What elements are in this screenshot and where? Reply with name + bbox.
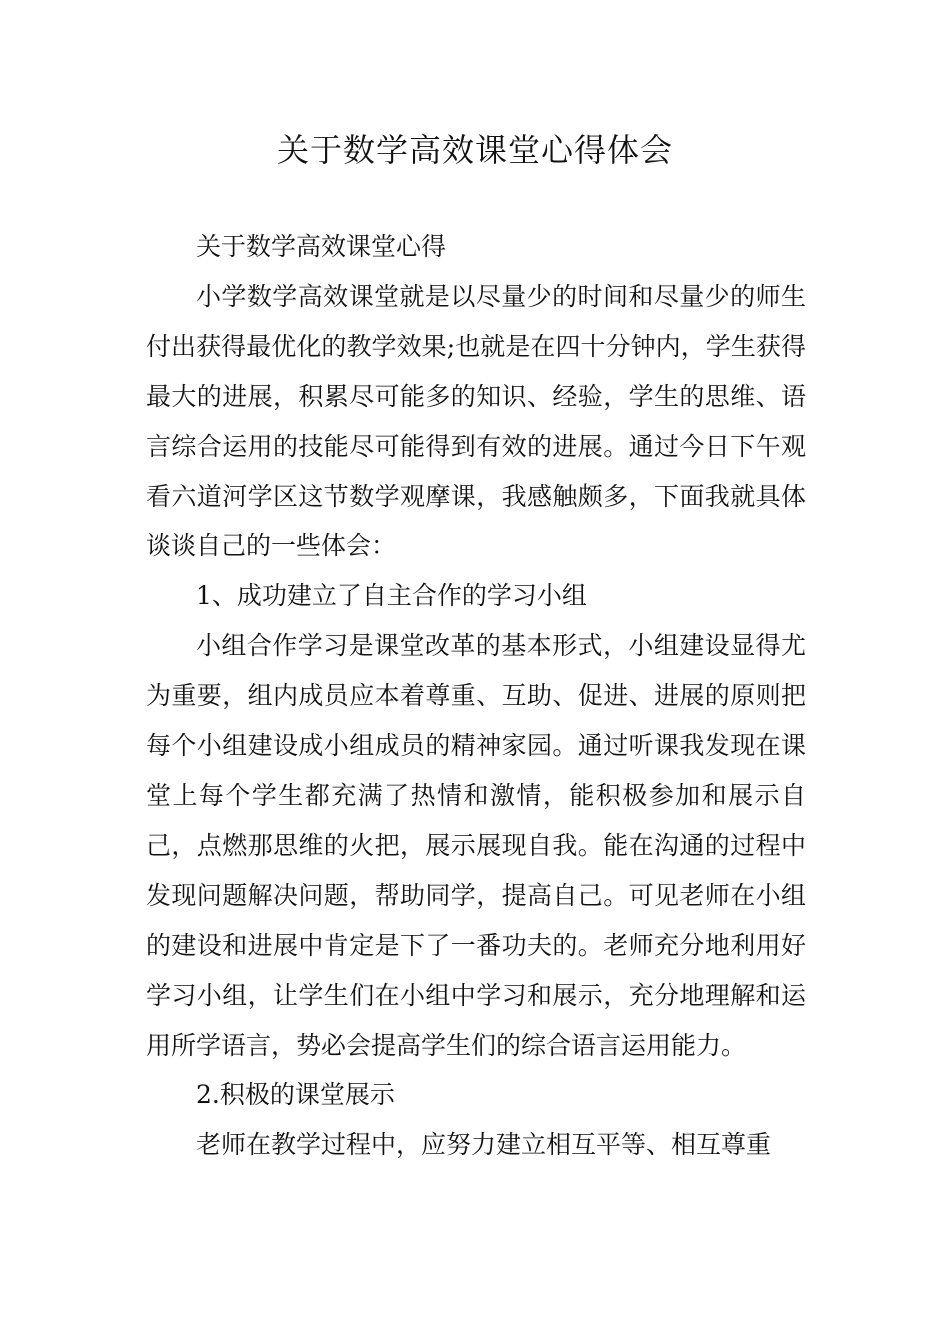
paragraph-subtitle: 关于数学高效课堂心得 <box>196 232 447 261</box>
paragraph-intro: 小学数学高效课堂就是以尽量少的时间和尽量少的师生付出获得最优化的教学效果;也就是在四十分钟内，学生获得最大的进展，积累尽可能多的知识、经验，学生的思维、语言综合运用的技能尽可能得到有效的进展。通过今日下午观看六道河学区这节数学观摩课，我感触颇多，下面我就具体谈谈自己的一些体会： <box>146 281 806 561</box>
document-title: 关于数学高效课堂心得体会 <box>276 131 673 169</box>
paragraph-section-1: 小组合作学习是课堂改革的基本形式，小组建设显得尤为重要，组内成员应本着尊重、互助、促进、进展的原则把每个小组建设成小组成员的精神家园。通过听课我发现在课堂上每个学生都充满了热情和激情，能积极参加和展示自己，点燃那思维的火把，展示展现自我。能在沟通的过程中发现问题解决问题，帮助同学，提高自己。可见老师在小组的建设和进展中肯定是下了一番功夫的。老师充分地利用好学习小组，让学生们在小组中学习和展示，充分地理解和运用所学语言，势必会提高学生们的综合语言运用能力。 <box>146 631 806 1060</box>
section-heading-2: 2.积极的课堂展示 <box>196 1080 395 1110</box>
document-body <box>146 222 806 1170</box>
paragraph-section-2: 老师在教学过程中，应努力建立相互平等、相互尊重 <box>196 1130 772 1160</box>
section-heading-1: 1、成功建立了自主合作的学习小组 <box>196 581 587 611</box>
